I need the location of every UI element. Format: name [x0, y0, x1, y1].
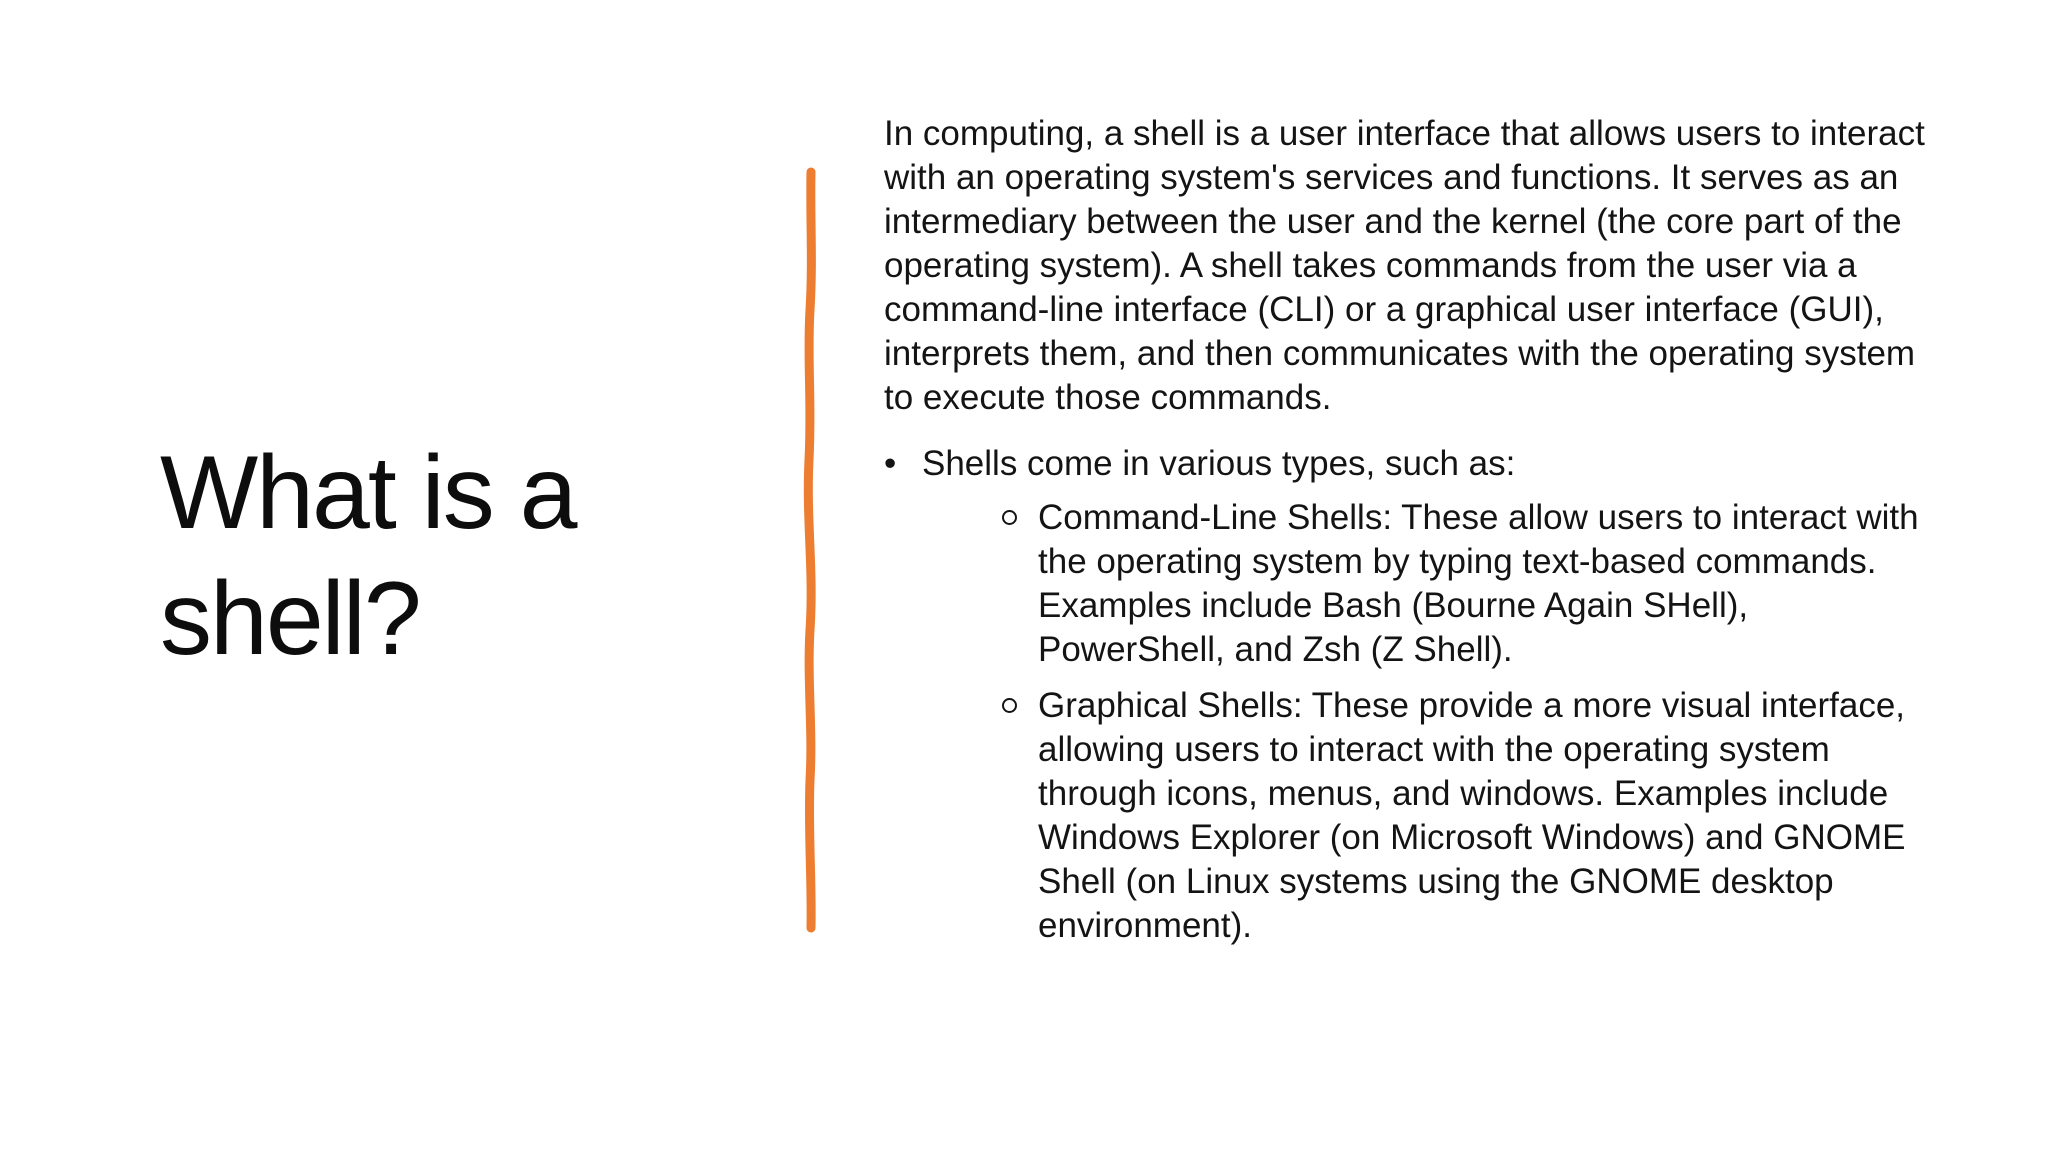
sub-bullet-list	[922, 496, 1934, 948]
vertical-divider	[790, 160, 830, 940]
bullet-text: Shells come in various types, such as:	[922, 444, 1516, 483]
slide-title: What is a shell?	[160, 435, 576, 677]
divider-stroke	[808, 172, 811, 928]
bullet-item	[884, 442, 1934, 948]
intro-paragraph: In computing, a shell is a user interface that allows users to interact with an operating system's services and functions. It serves as an intermediary between the user and the kernel (the core part of the operating system). A shell takes commands from the user via a command-line interface (CLI) or a graphical user interface (GUI), interprets them, and then communicates with the operating system to execute those commands.	[884, 114, 1925, 417]
sub-bullet-text: Command-Line Shells: These allow users to interact with the operating system by typing text-based commands. Examples include Bash (Bourne Again SHell), PowerShell, and Zsh (Z Shell).	[1038, 498, 1919, 669]
bullet-list	[884, 442, 1934, 948]
hollow-circle-icon	[1002, 698, 1017, 713]
sub-bullet-text: Graphical Shells: These provide a more visual interface, allowing users to interact with the operating system through icons, menus, and windows. Examples include Windows Explorer (on Microsoft Windows) and GNOME Shell (on Linux systems using the GNOME desktop environment).	[1038, 686, 1906, 945]
hollow-circle-icon	[1002, 510, 1017, 525]
bullet-dot-icon: •	[884, 444, 897, 483]
sub-bullet-item	[1002, 496, 1934, 672]
sub-bullet-item	[1002, 684, 1934, 948]
slide-body	[884, 112, 1934, 960]
